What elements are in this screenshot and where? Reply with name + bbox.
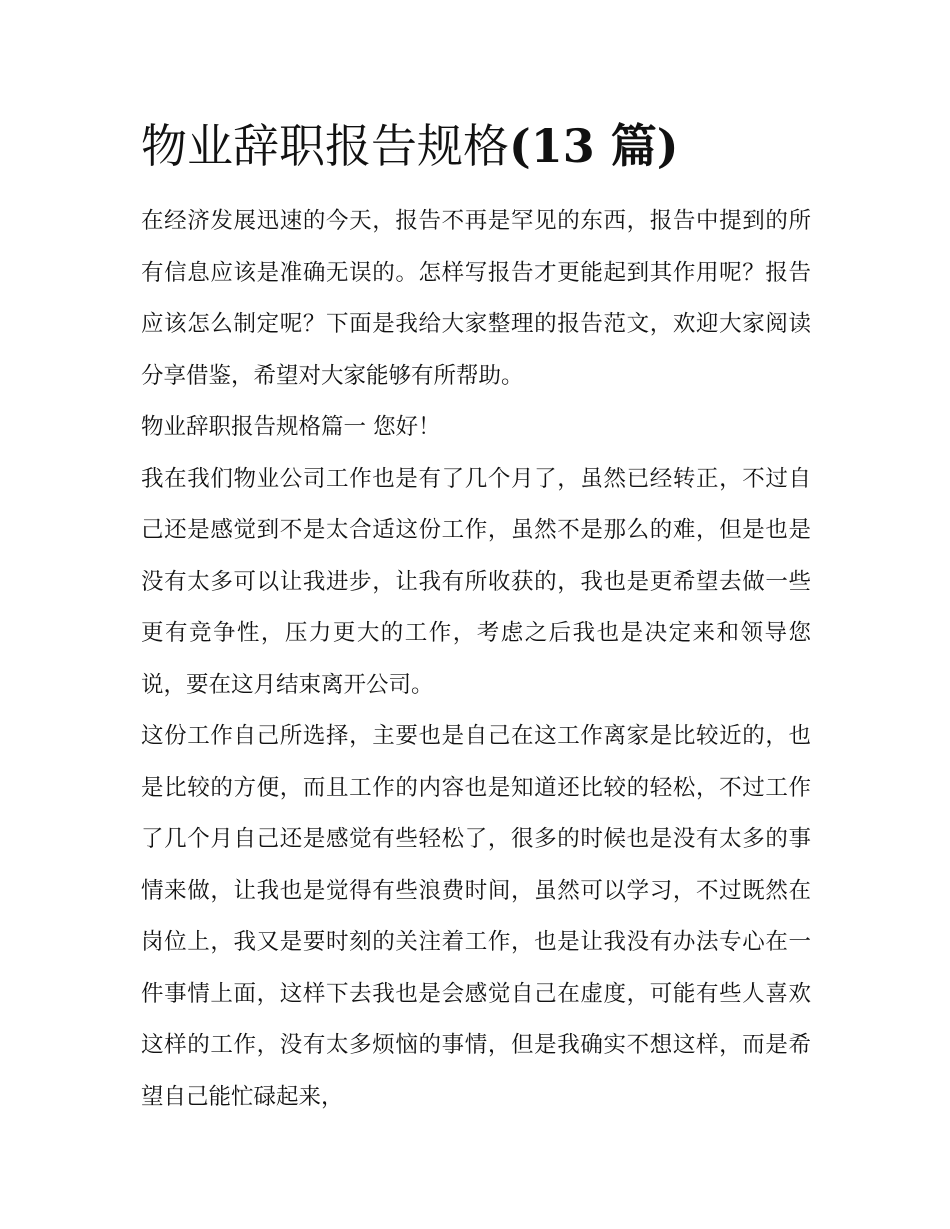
intro-paragraph: 在经济发展迅速的今天，报告不再是罕见的东西，报告中提到的所有信息应该是准确无误的。怎样写报告才更能起到其作用呢？报告应该怎么制定呢？下面是我给大家整理的报告范文，欢迎大家阅读分享借鉴，希望对大家能够有所帮助。 <box>141 208 811 389</box>
body-paragraph-2: 这份工作自己所选择，主要也是自己在这工作离家是比较近的，也是比较的方便，而且工作的内容也是知道还比较的轻松，不过工作了几个月自己还是感觉有些轻松了，很多的时候也是没有太多的事情来做，让我也是觉得有些浪费时间，虽然可以学习，不过既然在岗位上，我又是要时刻的关注着工作，也是让我没有办法专心在一件事情上面，这样下去我也是会感觉自己在虚度，可能有些人喜欢这样的工作，没有太多烦恼的事情，但是我确实不想这样，而是希望自己能忙碌起来， <box>141 723 811 1110</box>
title-text: 物业辞职报告规格 <box>141 119 509 173</box>
section-heading: 物业辞职报告规格篇一 您好！ <box>141 414 441 440</box>
document-title <box>141 114 811 178</box>
document-body <box>141 114 811 1123</box>
body-paragraph-1: 我在我们物业公司工作也是有了几个月了，虽然已经转正，不过自己还是感觉到不是太合适这份工作，虽然不是那么的难，但是也是没有太多可以让我进步，让我有所收获的，我也是更希望去做一些更有竞争性，压力更大的工作，考虑之后我也是决定来和领导您说，要在这月结束离开公司。 <box>141 465 811 698</box>
title-count: (13 篇) <box>509 119 679 173</box>
